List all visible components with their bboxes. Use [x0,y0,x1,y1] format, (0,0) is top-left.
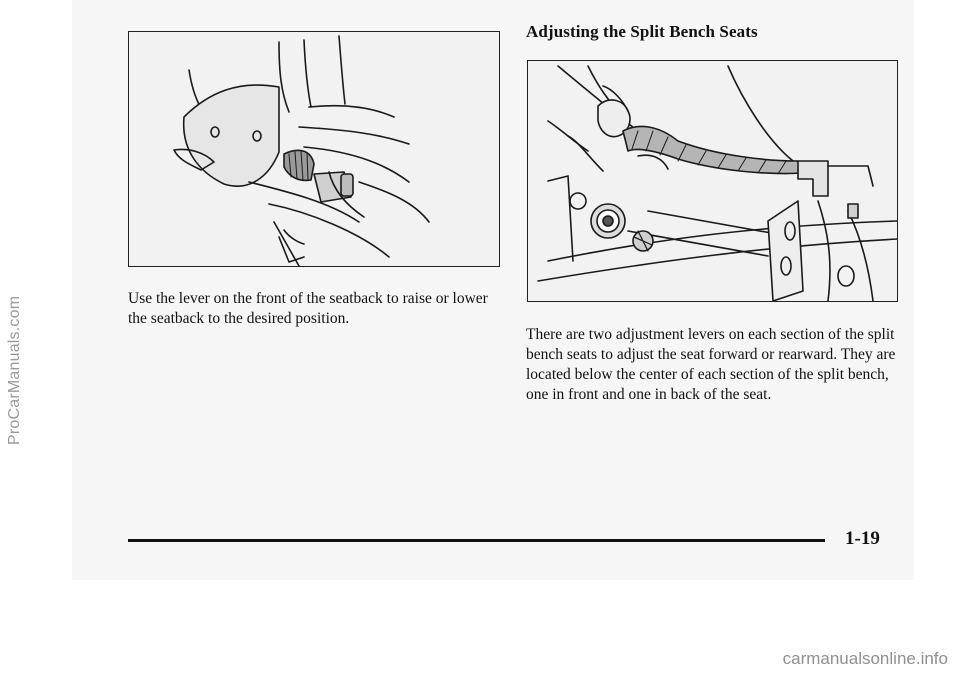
seatback-lever-drawing [129,32,499,266]
seatback-lever-illustration [128,31,500,267]
section-heading: Adjusting the Split Bench Seats [526,22,758,41]
footer-rule [128,539,825,542]
page-number: 1-19 [845,528,880,549]
split-bench-instructions: There are two adjustment levers on each section of the split bench seats to adjust the seat forward or rearward. They are located below the center of each section of the split bench, one in front and one in back of the seat. [526,326,896,403]
split-bench-adjuster-drawing [528,61,897,301]
side-watermark: ProCarManuals.com [6,295,23,445]
split-bench-adjuster-illustration [527,60,898,302]
seatback-instructions: Use the lever on the front of the seatback to raise or lower the seatback to the desired position. [128,290,488,327]
bottom-watermark: carmanualsonline.info [782,649,948,668]
